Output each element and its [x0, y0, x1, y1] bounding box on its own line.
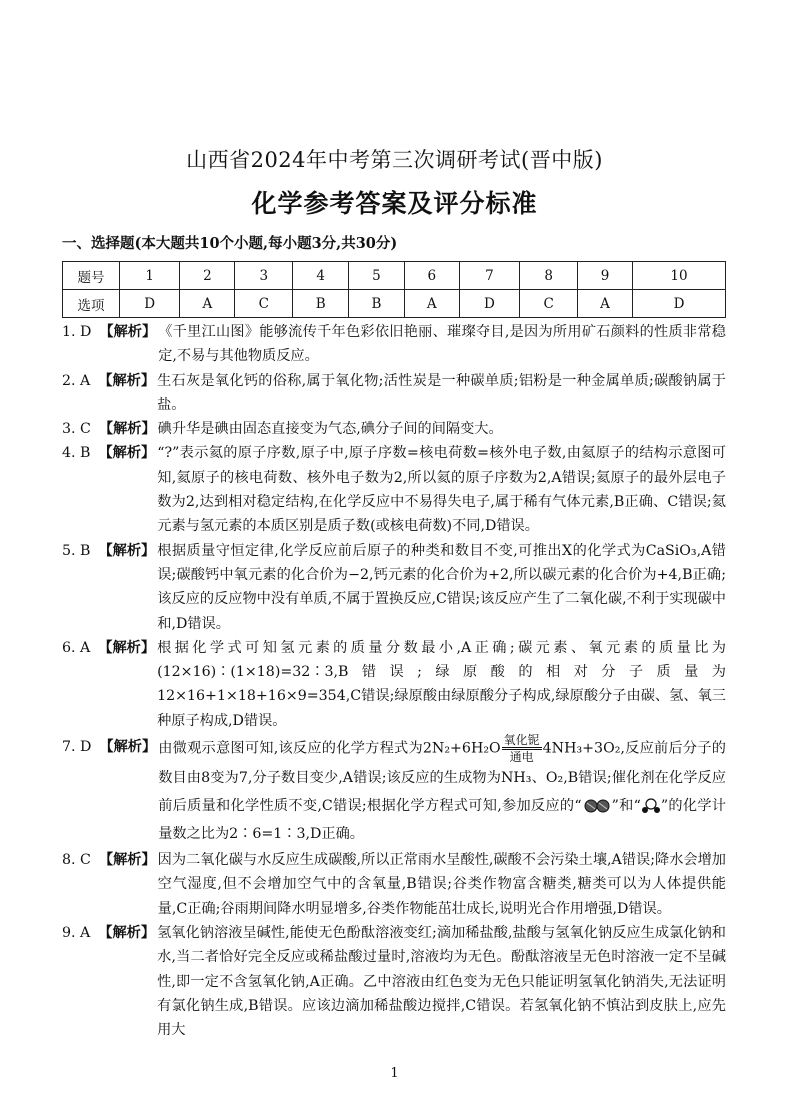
row-label-option: 选项 [63, 290, 120, 318]
explanation-item [62, 733, 726, 848]
item-text: 根据化学式可知氢元素的质量分数最小,A正确;碳元素、氧元素的质量比为(12×16)∶(1×18)=32∶3,B错误;绿原酸的相对分子质量为12×16+1×18+16×9=354,C错误;绿原酸由绿原酸分子构成,绿原酸分子由碳、氢、氧三种原子构成,D错误。 [157, 639, 726, 729]
answer-option: D [459, 290, 519, 318]
question-number: 1 [120, 262, 180, 290]
answer-table-row-numbers [63, 262, 726, 290]
item-text: 《千里江山图》能够流传千年色彩依旧艳丽、璀璨夺目,是因为所用矿石颜料的性质非常稳定,不易与其他物质反应。 [158, 324, 726, 365]
answer-option: A [404, 290, 459, 318]
answer-option: C [520, 290, 578, 318]
question-number: 9 [578, 262, 633, 290]
document-title: 山西省2024年中考第三次调研考试(晋中版) [186, 148, 603, 172]
item-number: 2. A 【解析】 [62, 372, 156, 389]
question-number: 4 [293, 262, 349, 290]
n2-molecule-icon [582, 799, 612, 813]
explanations [62, 320, 726, 1042]
item-text: 根据质量守恒定律,化学反应前后原子的种类和数目不变,可推出X的化学式为CaSiO₃,A错误;碳酸钙中氧元素的化合价为−2,钙元素的化合价为+2,所以碳元素的化合价为+4,B正确;该反应的反应物中没有单质,不属于置换反应,C错误;该反应产生了二氧化碳,不利于实现碳中和,D错误。 [157, 542, 726, 632]
answer-table [62, 261, 726, 318]
item-number: 6. A 【解析】 [62, 639, 156, 656]
answer-table-row-options [63, 290, 726, 318]
item-text: 氢氧化钠溶液呈碱性,能使无色酚酞溶液变红;滴加稀盐酸,盐酸与氢氧化钠反应生成氯化钠和水,当二者恰好完全反应或稀盐酸过量时,溶液均为无色。酚酞溶液呈无色时溶液一定不呈碱性,即一定不含氢氧化钠,A正确。乙中溶液由红色变为无色只能证明氢氧化钠消失,无法证明有氯化钠生成,B错误。应该边滴加稀盐酸边搅拌,C错误。若氢氧化钠不慎沾到皮肤上,应先用大 [157, 924, 726, 1039]
h2o-molecule-icon [641, 798, 661, 814]
answer-option: D [120, 290, 180, 318]
item-number: 1. D 【解析】 [62, 324, 157, 340]
explanation-item [62, 848, 726, 921]
answer-option: B [349, 290, 405, 318]
item-text: 生石灰是氧化钙的俗称,属于氧化物;活性炭是一种碳单质;铝粉是一种金属单质;碳酸钠属于盐。 [157, 372, 726, 413]
explanation-item [62, 636, 726, 733]
answer-option: B [293, 290, 349, 318]
item-number: 7. D 【解析】 [62, 739, 157, 756]
answer-option: C [235, 290, 293, 318]
item-number: 8. C 【解析】 [62, 852, 156, 869]
explanation-item [62, 441, 726, 538]
explanation-item [62, 539, 726, 636]
page-number: 1 [390, 1066, 399, 1081]
explanation-item [62, 320, 726, 369]
item-number: 5. B 【解析】 [62, 542, 156, 559]
item-number: 9. A 【解析】 [62, 924, 156, 941]
item-text: “?”表示氦的原子序数,原子中,原子序数=核电荷数=核外电子数,由氦原子的结构示意图可知,氦原子的核电荷数、核外电子数为2,所以氦的原子序数为2,A错误;氦原子的最外层电子数为2,达到相对稳定结构,在化学反应中不易得失电子,属于稀有气体元素,B正确、C错误;氦元素与氢元素的本质区别是质子数(或核电荷数)不同,D错误。 [157, 445, 726, 535]
reaction-condition: 氧化铌 通电 [503, 733, 540, 765]
item-text: 碘升华是碘由固态直接变为气态,碘分子间的间隔变大。 [157, 421, 503, 438]
document-subtitle: 化学参考答案及评分标准 [251, 189, 538, 218]
answer-option: A [180, 290, 235, 318]
explanation-item [62, 921, 726, 1042]
answer-option: A [578, 290, 633, 318]
section-heading: 一、选择题(本大题共10个小题,每小题3分,共30分) [62, 235, 398, 252]
item-text: 因为二氧化碳与水反应生成碳酸,所以正常雨水呈酸性,碳酸不会污染土壤,A错误;降水会增加空气湿度,但不会增加空气中的含氧量,B错误;谷类作物富含糖类,糖类可以为人体提供能量,C正确;谷雨期间降水明显增多,谷类作物能茁壮成长,说明光合作用增强,D错误。 [157, 852, 726, 917]
explanation-item [62, 369, 726, 418]
item-text: 由微观示意图可知,该反应的化学方程式为2N₂+6H₂O 氧化铌 通电 4NH₃+3O₂,反应前后分子的数目由8变为7,分子数目变少,A错误;该反应的生成物为NH₃、O₂,B错误;催化剂在化学反应前后质量和化学性质不变,C错误;根据化学方程式可知,参加反应的“ ”和“ ”的化学计量数之比为2∶6=1∶3,D正确。 [158, 733, 726, 843]
item-number: 3. C 【解析】 [62, 421, 156, 438]
question-number: 2 [180, 262, 235, 290]
question-number: 10 [633, 262, 726, 290]
item-number: 4. B 【解析】 [62, 445, 156, 462]
question-number: 8 [520, 262, 578, 290]
explanation-item [62, 417, 726, 441]
question-number: 5 [349, 262, 405, 290]
answer-option: D [633, 290, 726, 318]
question-number: 7 [459, 262, 519, 290]
question-number: 6 [404, 262, 459, 290]
question-number: 3 [235, 262, 293, 290]
row-label-number: 题号 [63, 262, 120, 290]
